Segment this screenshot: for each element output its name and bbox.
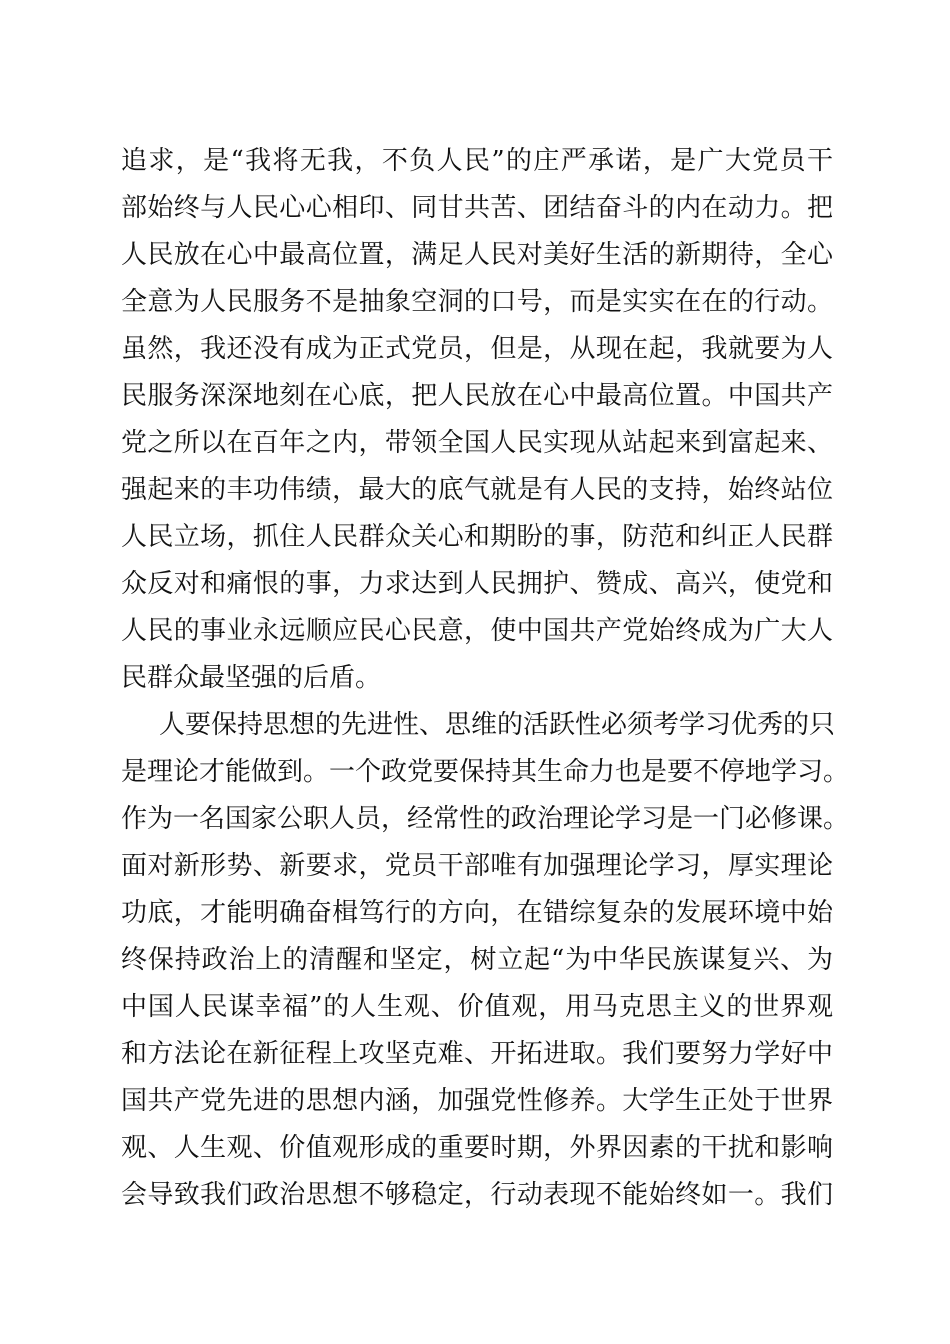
paragraph-line: 众反对和痛恨的事，力求达到人民拥护、赞成、高兴，使党和 xyxy=(121,569,833,599)
paragraph-line: 民群众最坚强的后盾。 xyxy=(121,663,382,693)
paragraph-line: 会导致我们政治思想不够稳定，行动表现不能始终如一。我们 xyxy=(121,1180,833,1210)
paragraph-line: 中国人民谋幸福”的人生观、价值观，用马克思主义的世界观 xyxy=(121,992,833,1022)
paragraph-line: 人民的事业永远顺应民心民意，使中国共产党始终成为广大人 xyxy=(121,616,833,646)
paragraph-line: 国共产党先进的思想内涵，加强党性修养。大学生正处于世界 xyxy=(121,1086,833,1116)
paragraph-line: 强起来的丰功伟绩，最大的底气就是有人民的支持，始终站位 xyxy=(121,475,833,505)
paragraph-line: 人要保持思想的先进性、思维的活跃性必须考学习优秀的只 xyxy=(159,710,836,740)
paragraph-line: 面对新形势、新要求，党员干部唯有加强理论学习，厚实理论 xyxy=(121,851,833,881)
paragraph-line: 人民立场，抓住人民群众关心和期盼的事，防范和纠正人民群 xyxy=(121,522,833,552)
paragraph-line: 是理论才能做到。一个政党要保持其生命力也是要不停地学习。 xyxy=(121,757,850,787)
paragraph-line: 和方法论在新征程上攻坚克难、开拓进取。我们要努力学好中 xyxy=(121,1039,833,1069)
paragraph-line: 民服务深深地刻在心底，把人民放在心中最高位置。中国共产 xyxy=(121,381,833,411)
paragraph-2 xyxy=(121,702,850,1219)
body-text xyxy=(121,138,850,1219)
paragraph-line: 终保持政治上的清醒和坚定，树立起“为中华民族谋复兴、为 xyxy=(121,945,833,975)
paragraph-line: 观、人生观、价值观形成的重要时期，外界因素的干扰和影响 xyxy=(121,1133,833,1163)
paragraph-line: 虽然，我还没有成为正式党员，但是，从现在起，我就要为人 xyxy=(121,334,833,364)
paragraph-line: 作为一名国家公职人员，经常性的政治理论学习是一门必修课。 xyxy=(121,804,850,834)
paragraph-line: 功底，才能明确奋楫笃行的方向，在错综复杂的发展环境中始 xyxy=(121,898,833,928)
paragraph-1 xyxy=(121,138,833,702)
paragraph-line: 人民放在心中最高位置，满足人民对美好生活的新期待，全心 xyxy=(121,240,833,270)
paragraph-line: 追求，是“我将无我，不负人民”的庄严承诺，是广大党员干 xyxy=(121,146,833,176)
paragraph-line: 党之所以在百年之内，带领全国人民实现从站起来到富起来、 xyxy=(121,428,833,458)
paragraph-line: 全意为人民服务不是抽象空洞的口号，而是实实在在的行动。 xyxy=(121,287,833,317)
paragraph-line: 部始终与人民心心相印、同甘共苦、团结奋斗的内在动力。把 xyxy=(121,193,833,223)
